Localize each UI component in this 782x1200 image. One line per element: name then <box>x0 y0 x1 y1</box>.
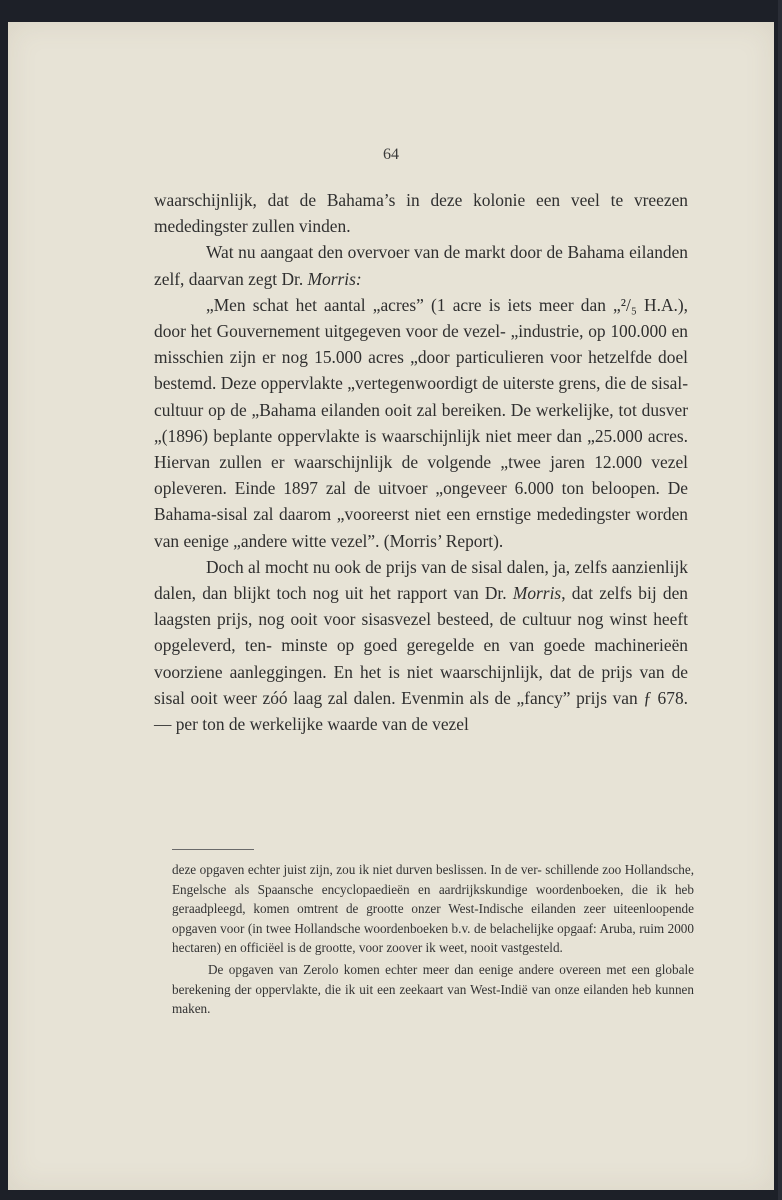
footnote-2: De opgaven van Zerolo komen echter meer dan eenige andere overeen met een globale berekening der oppervlakte, die ik uit een zeekaart van West-Indië van onze eilanden heb kunnen maken. <box>172 961 694 1017</box>
paragraph-4-text-b: , dat zelfs bij den laagsten prijs, nog ooit voor sisasvezel besteed, de cultuur nog winst heeft opgeleverd, ten- minste op goed geregelde en van goede machinerieën voorziene aanleggingen. En het is niet waarschijnlijk, dat de prijs van de sisal ooit weer zóó laag zal dalen. Evenmin als de „fancy” prijs van ƒ 678.— per ton de werkelijke waarde van de vezel <box>154 583 689 735</box>
paragraph-4-text-a: Doch al mocht nu ook de prijs van de sisal dalen, ja, zelfs aanzienlijk dalen, dan blijkt toch nog uit het rapport van Dr. <box>154 556 688 604</box>
page-number: 64 <box>383 146 399 163</box>
footnote-divider <box>172 849 254 850</box>
paragraph-1: waarschijnlijk, dat de Bahama’s in deze kolonie een veel te vreezen mededingster zullen vinden. <box>154 190 688 237</box>
footnotes <box>172 860 694 1019</box>
paragraph-3-quote: „Men schat het aantal „acres” (1 acre is iets meer dan „²/₅ H.A.), door het Gouvernement uitgegeven voor de vezel- „industrie, op 100.000 en misschien zijn er nog 15.000 acres „door particulieren voor hetzelfde doel bestemd. Deze oppervlakte „vertegenwoordigt de uiterste grens, die de sisal-cultuur op de „Bahama eilanden ooit zal bereiken. De werkelijke, tot dusver „(1896) beplante oppervlakte is waarschijnlijk niet meer dan „25.000 acres. Hiervan zullen er waarschijnlijk de volgende „twee jaren 12.000 vezel opleveren. Einde 1897 zal de uitvoer „ongeveer 6.000 ton beloopen. De Bahama-sisal zal daarom „vooreerst niet een ernstige mededingster worden van eenige „andere witte vezel”. (Morris’ Report). <box>154 294 688 551</box>
author-name-2: Morris <box>512 583 562 604</box>
paragraph-2-text: Wat nu aangaat den overvoer van de markt door de Bahama eilanden zelf, daarvan zegt Dr. <box>154 242 688 289</box>
book-page <box>8 22 774 1190</box>
scan-edge <box>778 0 782 1200</box>
author-name: Morris: <box>307 268 362 289</box>
paragraph-2 <box>154 239 688 291</box>
main-text <box>154 187 688 737</box>
paragraph-4 <box>154 554 688 737</box>
footnote-1: deze opgaven echter juist zijn, zou ik niet durven beslissen. In de ver- schillende zoo Hollandsche, Engelsche als Spaansche encyclopaedieën en aardrijkskundige woordenboeken, die ik heb geraadpleegd, komen omtrent de grootte onzer West-Indische eilanden zeer uiteenloopende opgaven voor (in twee Hollandsche woordenboeken b.v. de belachelijke opgaaf: Aruba, ruim 2000 hectaren) en officiëel is de grootte, voor zoover ik weet, nooit vastgesteld. <box>172 862 694 956</box>
